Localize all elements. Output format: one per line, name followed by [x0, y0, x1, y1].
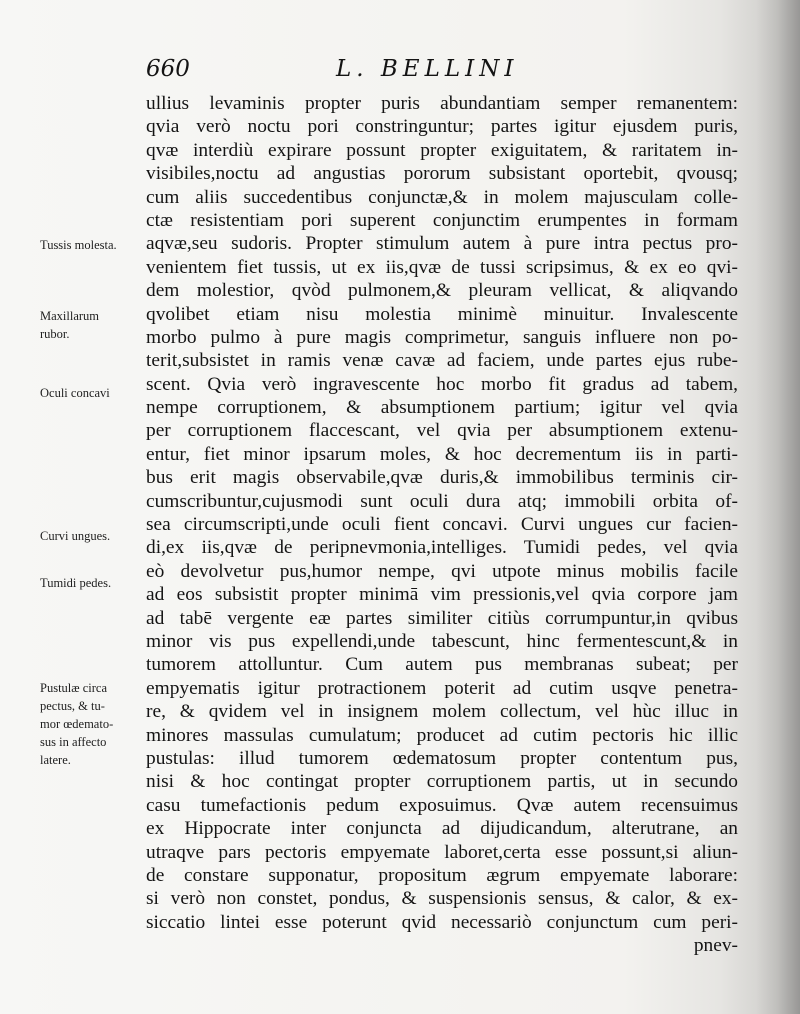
text-line: ad tabē vergente eæ partes similiter citiùs corrumpuntur,in qvibus [146, 607, 738, 629]
text-line: ctæ resistentiam pori superent conjunctim erumpentes in formam [146, 209, 738, 231]
text-line: ullius levaminis propter puris abundantiam semper remanentem: [146, 93, 738, 114]
text-line: per corruptionem flaccescant, vel qvia per absumptionem extenu- [146, 420, 738, 442]
text-line: casu tumefactionis pedum exposuimus. Qvæ autem recensuimus [146, 794, 738, 816]
running-head [140, 56, 560, 88]
margin-note-pustulae-3: mor œdemato- [40, 717, 114, 731]
text-line: terit,subsistet in ramis venæ cavæ ad faciem, unde partes ejus rube- [146, 350, 738, 372]
margin-note-curvi: Curvi ungues. [40, 529, 111, 543]
margin-note-tumidi: Tumidi pedes. [40, 576, 112, 590]
text-line: siccatio lintei esse poterunt qvid necessariò conjunctum cum peri- [146, 911, 738, 933]
text-line: qvia verò noctu pori constringuntur; partes igitur ejusdem puris, [146, 116, 738, 138]
text-line: scent. Qvia verò ingravescente hoc morbo fit gradus ad tabem, [146, 373, 738, 395]
text-line: tumorem attolluntur. Cum autem pus membranas subeat; per [146, 654, 738, 676]
page-number: 660 [146, 56, 190, 82]
margin-note-oculi: Oculi concavi [40, 386, 110, 400]
margin-note-pustulae-4: sus in affecto [40, 735, 107, 749]
body-text [146, 92, 738, 957]
text-line: di,ex iis,qvæ de peripnevmonia,intelliges. Tumidi pedes, vel qvia [146, 537, 738, 559]
text-line: empyematis igitur protractionem poterit ad cutim usqve penetra- [146, 677, 738, 699]
text-line: bus erit magis observabile,qvæ duris,& immobilibus terminis cir- [146, 467, 738, 489]
text-line: dem molestior, qvòd pulmonem,& pleuram vellicat, & aliqvando [146, 280, 738, 302]
text-line: minor vis pus expellendi,unde tabescunt, hinc fermentescunt,& in [146, 630, 738, 652]
text-line: sea circumscripti,unde oculi fient concavi. Curvi ungues cur facien- [146, 514, 738, 536]
text-line: cum aliis succedentibus conjunctæ,& in molem majusculam colle- [146, 186, 738, 208]
margin-note-pustulae-1: Pustulæ circa [40, 681, 108, 695]
text-line: ad eos subsistit propter minimā vim pressionis,vel qvia corpore jam [146, 584, 738, 606]
text-line: de constare supponatur, propositum ægrum empyemate laborare: [146, 864, 738, 886]
text-line: cumscribuntur,cujusmodi sunt oculi dura atq; immobili orbita of- [146, 490, 738, 512]
running-title: L. BELLINI [336, 56, 519, 82]
margin-note-pustulae-5: latere. [40, 753, 71, 767]
catchword: pnev- [693, 935, 738, 957]
text-line: qvæ interdiù expirare possunt propter exiguitatem, & raritatem in- [146, 139, 738, 161]
text-line: morbo pulmo à pure magis comprimetur, sanguis influere non po- [146, 326, 738, 348]
text-line: utraqve pars pectoris empyemate laboret,certa esse possunt,si aliun- [146, 841, 738, 863]
text-line: venientem fiet tussis, ut ex iis,qvæ de tussi scripsimus, & ex eo qvi- [146, 256, 738, 278]
text-line: aqvæ,seu sudoris. Propter stimulum autem à pure intra pectus pro- [146, 233, 738, 255]
text-line: nempe corruptionem, & absumptionem partium; igitur vel qvia [146, 397, 738, 419]
gutter-shadow [756, 0, 800, 1014]
text-line: visibiles,noctu ad angustias pororum subsistant oportebit, qvousq; [146, 163, 738, 185]
margin-note-pustulae-2: pectus, & tu- [40, 699, 105, 713]
text-line: eò devolvetur pus,humor nempe, qvi utpote minus mobilis facile [146, 560, 738, 582]
text-line: si verò non constet, pondus, & suspensionis sensus, & calor, & ex- [146, 888, 738, 910]
text-line: entur, fiet minor ipsarum moles, & hoc decrementum iis in parti- [146, 443, 738, 465]
text-line: ex Hippocrate inter conjuncta ad dijudicandum, alterutrane, an [146, 818, 738, 840]
text-line: re, & qvidem vel in insignem molem collectum, vel hùc illuc in [146, 701, 738, 723]
text-line: nisi & hoc contingat propter corruptionem partis, ut in secundo [146, 771, 738, 793]
text-line: pustulas: illud tumorem œdematosum propter contentum pus, [146, 747, 738, 769]
margin-note-maxillarum: Maxillarum [40, 309, 100, 323]
margin-note-rubor: rubor. [40, 327, 70, 341]
margin-note-tussis: Tussis molesta. [40, 238, 117, 252]
text-line: minores massulas cumulatum; producet ad cutim pectoris hic illic [146, 724, 738, 746]
text-line: qvolibet etiam nisu molestia minimè minuitur. Invalescente [146, 303, 738, 325]
